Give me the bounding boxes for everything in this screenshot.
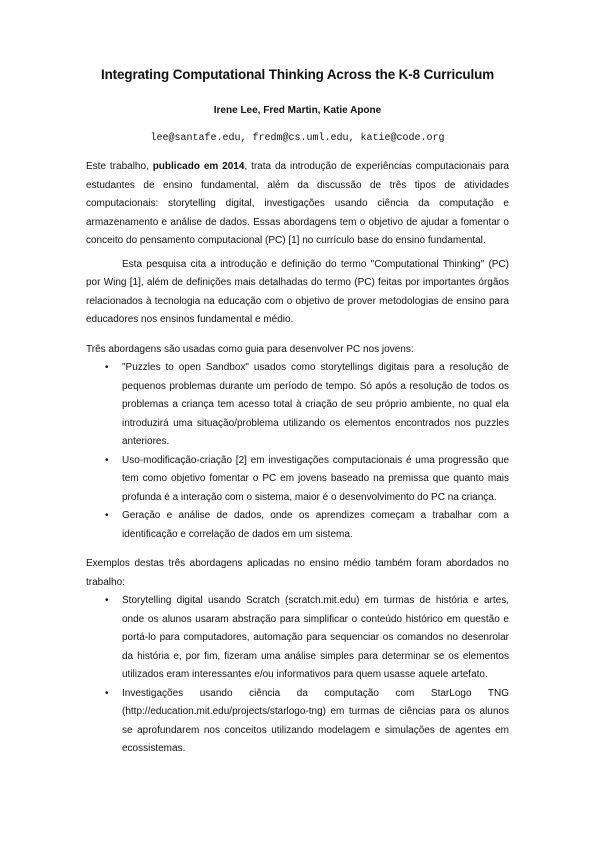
paragraph-examples-lead: Exemplos destas três abordagens aplicadas no ensino médio também foram abordados no trabalho: (86, 558, 509, 588)
paragraph-approaches-lead: Três abordagens são usadas como guia para desenvolver PC nos jovens: (86, 343, 414, 355)
bullet-icon: • (105, 510, 109, 521)
bullet-icon: • (105, 362, 109, 373)
bullet-icon: • (105, 687, 109, 699)
bullet-icon: • (105, 454, 109, 466)
paragraph-intro-start: Este trabalho, (86, 161, 153, 172)
examples-list (86, 592, 509, 759)
list-item (86, 359, 509, 452)
bullet-icon: • (105, 595, 109, 606)
list-item (86, 685, 509, 759)
list-item-text: Storytelling digital usando Scratch (scratch.mit.edu) em turmas de história e artes, onde os alunos usaram abstração para simplificar o conteúdo histórico em questão e portá-lo para computadores, automação para sequenciar os comandos no desenrolar da história e, por fim, fizeram uma análise simples para determinar se os elementos utilizados eram interessantes e/ou informativos para quem usasse aquele artefato. (122, 595, 509, 680)
author-emails: lee@santafe.edu, fredm@cs.uml.edu, katie@code.org (150, 133, 445, 144)
paragraph-intro-rest: , trata da introdução de experiências computacionais para estudantes de ensino fundamental, além da discussão de três tipos de atividades computacionais: storytelling digital, investigações usando ciência da computação e armazenamento e análise de dados. Essas abordagens tem o objetivo de ajudar a fomentar o conceito do pensamento computacional (PC) [1] no currículo base do ensino fundamental. (86, 161, 509, 246)
list-item-text: Investigações usando ciência da computação com StarLogo TNG (http://education.mit.edu/projects/starlogo-tng) em turmas de ciências para os alunos se aprofundarem nos conceitos utilizando modelagem e simulações de agentes em ecossistemas. (122, 687, 509, 754)
paragraph-definition: Esta pesquisa cita a introdução e definição do termo "Computational Thinking" (PC) por Wing [1], além de definições mais detalhadas do termo (PC) feitas por importantes órgãos relacionados à tecnologia na educação com o objetivo de prover metodologias de ensino para educadores nos ensinos fundamental e médio. (86, 258, 509, 325)
list-item (86, 507, 509, 544)
list-item (86, 452, 509, 508)
publication-year-highlight: publicado em 2014 (152, 161, 245, 172)
list-item (86, 592, 509, 685)
paper-authors: Irene Lee, Fred Martin, Katie Apone (213, 105, 382, 116)
list-item-text: "Puzzles to open Sandbox" usados como storytellings digitais para a resolução de pequenos problemas durante um período de tempo. Só após a resolução de todos os problemas a criança tem acesso total à criação de seu próprio ambiente, no qual ela introduzirá uma situação/problema utilizando os elementos encontrados nos puzzles anteriores. (122, 362, 509, 447)
paragraph-intro (86, 158, 509, 251)
list-item-text: Geração e análise de dados, onde os aprendizes começam a trabalhar com a identificação e correlação de dados em um sistema. (122, 510, 509, 540)
list-item-text: Uso-modificação-criação [2] em investigações computacionais é uma progressão que tem como objetivo fomentar o PC em jovens baseado na premissa que quanto mais profunda é a interação com o sistema, maior é o desenvolvimento do PC na criança. (122, 454, 509, 503)
approaches-list (86, 359, 509, 544)
paper-title: Integrating Computational Thinking Across the K-8 Curriculum (100, 67, 494, 82)
